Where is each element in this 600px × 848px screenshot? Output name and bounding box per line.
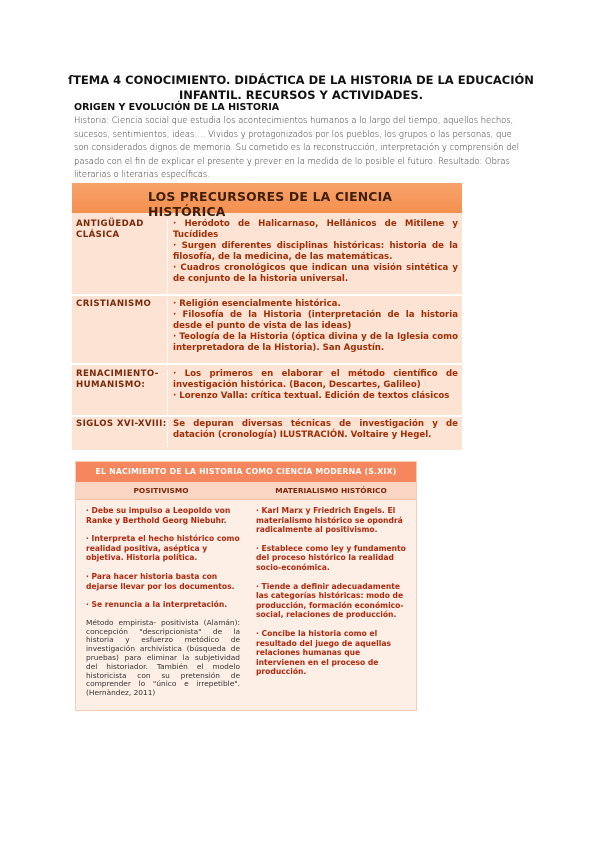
list-item: · Lorenzo Valla: crítica textual. Edición de textos clásicos [173, 391, 450, 401]
col-positivismo-title: POSITIVISMO [133, 486, 189, 495]
list-item: · Tiende a definir adecuadamente las categorías históricas: modo de producción, formación económico-social, relaciones de producción. [256, 581, 404, 620]
row-content [173, 369, 462, 415]
modern-heading: EL NACIMIENTO DE LA HISTORIA COMO CIENCIA MODERNA (S.XIX) [76, 462, 416, 482]
list-item: · Establece como ley y fundamento del proceso histórico la realidad socio-económica. [256, 543, 406, 572]
positivismo-column [76, 500, 246, 707]
list-item: · Para hacer historia basta con dejarse llevar por los documentos. [86, 571, 235, 591]
list-item: · Concibe la historia como el resultado del juego de aquellas relaciones humanas que intervienen en el proceso de producción. [256, 628, 391, 677]
table-row [72, 299, 462, 367]
row-content [173, 299, 462, 367]
table-row [72, 369, 462, 415]
row-content [173, 419, 462, 447]
list-item: · Surgen diferentes disciplinas históricas: historia de la filosofía, de la medicina, de las matemáticas. [173, 241, 458, 262]
list-item: · Interpreta el hecho histórico como realidad positiva, aséptica y objetiva. Historia política. [86, 534, 240, 563]
table-row [72, 419, 462, 447]
section-heading: ORIGEN Y EVOLUCIÓN DE LA HISTORIA [74, 102, 280, 113]
list-item: · Cuadros cronológicos que indican una visión sintética y de conjunto de la historia universal. [173, 263, 458, 284]
list-item: · Heródoto de Halicarnaso, Hellánicos de Mitilene y Tucídides [173, 219, 458, 240]
intro-paragraph: Historia: Ciencia social que estudia los acontecimientos humanos a lo largo del tiempo, aquellos hechos, sucesos, sentimientos, ideas…. Vividos y protagonizados por los pueblos, los grupos o las personas, que son considerados dignos de memoria. Su cometido es la reconstrucción, interpretación y comprensión del pasado con el fin de explicar el presente y prever en la medida de lo posible el futuro. Resultado: Obras literarias o literarias específicas. [74, 115, 520, 180]
row-label: RENACIMIENTO-HUMANISMO: [76, 369, 159, 390]
row-label: CRISTIANISMO [76, 299, 152, 309]
row-label: SIGLOS XVI-XVIII: [76, 419, 167, 429]
list-item: · Los primeros en elaborar el método científico de investigación histórica. (Bacon, Descartes, Galileo) [173, 369, 458, 390]
precursors-heading: LOS PRECURSORES DE LA CIENCIA HISTÓRICA [72, 183, 462, 213]
materialismo-column [246, 500, 416, 707]
list-item: · Debe su impulso a Leopoldo von Ranke y Berthold Georg Niebuhr. [86, 506, 231, 525]
list-item: · Religión esencialmente histórica. [173, 299, 341, 309]
list-item: · Se renuncia a la interpretación. [86, 600, 228, 610]
row-content [173, 219, 462, 297]
modern-history-table [76, 462, 416, 710]
col-materialismo-title: MATERIALISMO HISTÓRICO [275, 486, 387, 495]
document-title: ſTEMA 4 CONOCIMIENTO. DIDÁCTICA DE LA HISTORIA DE LA EDUCACIÓN INFANTIL. RECURSOS Y ACTIVIDADES. [68, 73, 534, 102]
list-item: · Filosofía de la Historia (interpretación de la historia desde el punto de vista de las ideas) [173, 310, 458, 331]
list-item: · Teología de la Historia (óptica divina y de la Iglesia como interpretadora de la Historia). San Agustín. [173, 332, 458, 353]
list-item: Se depuran diversas técnicas de investigación y de datación (cronología) ILUSTRACIÓN. Voltaire y Hegel. [173, 419, 458, 440]
precursors-table [72, 183, 462, 450]
list-item: · Karl Marx y Friedrich Engels. El materialismo histórico se opondrá radicalmente al positivismo. [256, 506, 403, 535]
table-row [72, 219, 462, 297]
row-label: ANTIGÜEDAD CLÁSICA [76, 219, 144, 240]
column-headers [76, 482, 416, 500]
method-note: Método empirista- positivista (Alamán): concepción "descripcionista" de la historia y esfuerzo metódico de investigación archivística (búsqueda de pruebas) para eliminar la subjetividad del historiador. También el modelo historicista con su pretensión de comprender lo "único e irrepetible". (Hernàndez, 2011) [86, 617, 240, 698]
